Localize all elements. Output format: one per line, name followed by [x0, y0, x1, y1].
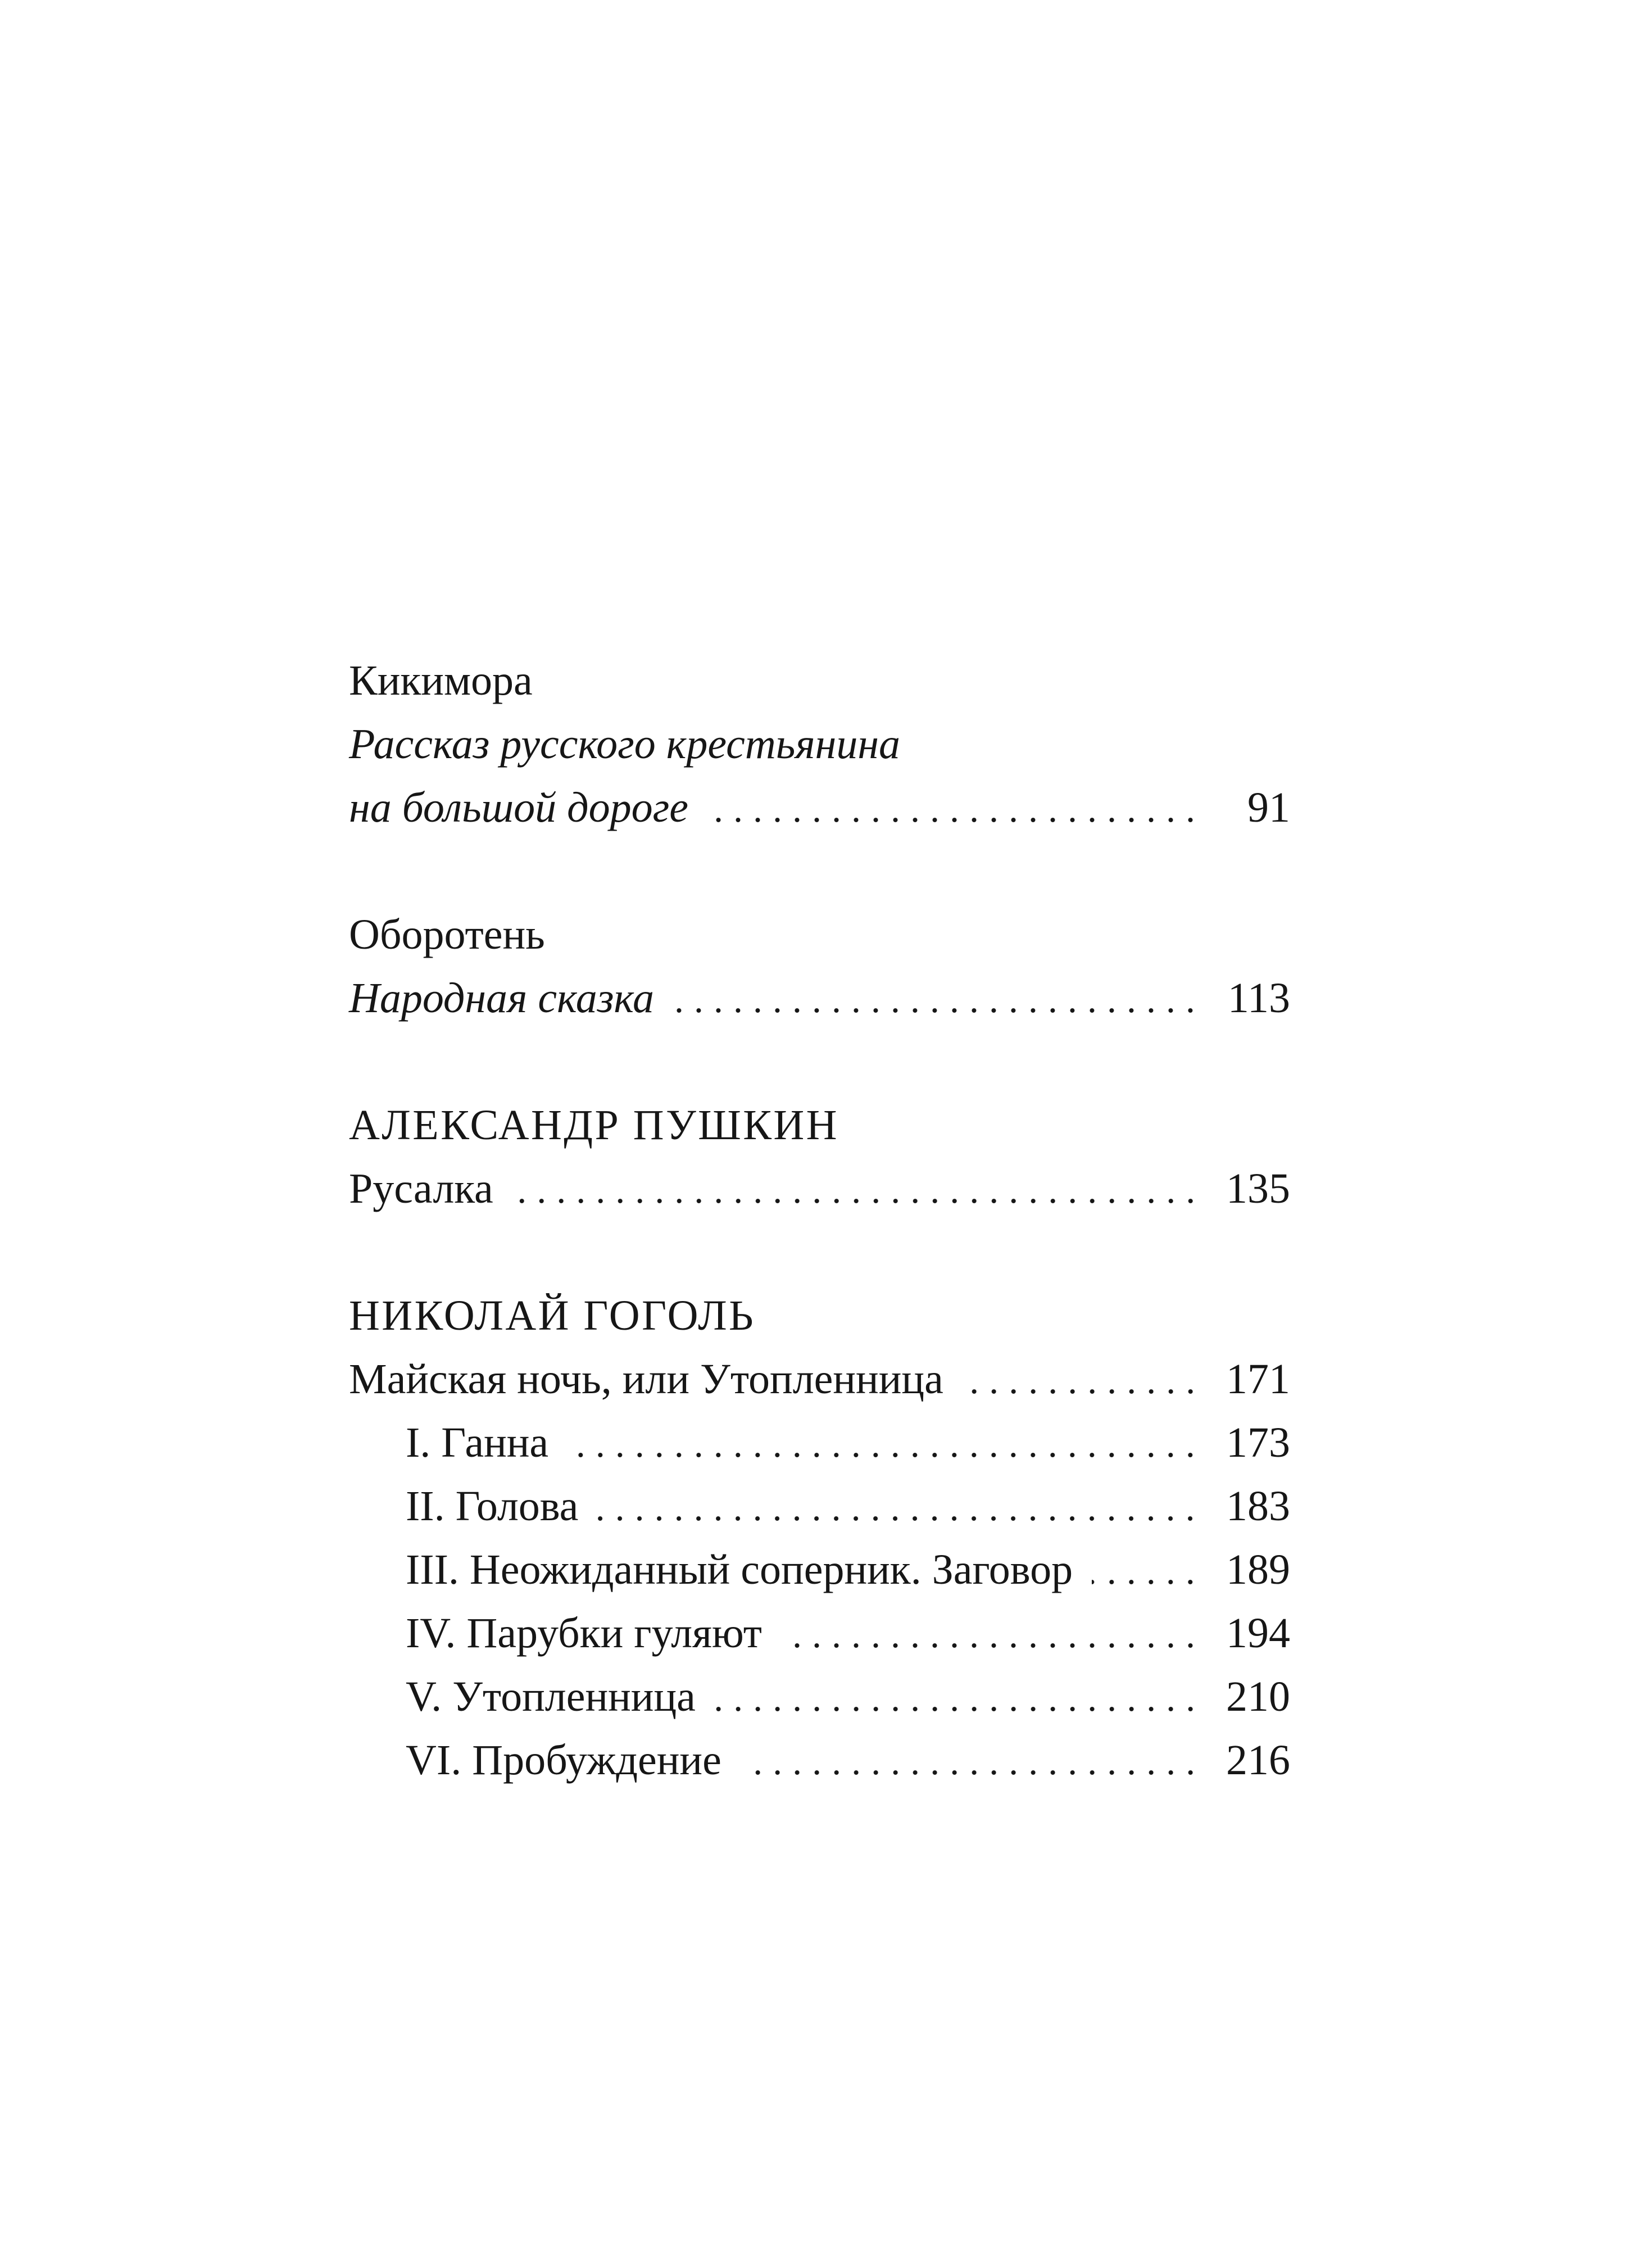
page-number: 216 — [1226, 1737, 1290, 1784]
story-subtitle: Народная сказка — [349, 975, 655, 1022]
chapter-entry-line — [349, 1665, 1290, 1729]
story-subtitle: Рассказ русского крестьянина — [349, 720, 901, 768]
chapter-title: I. Ганна — [406, 1419, 549, 1466]
page-number: 189 — [1226, 1546, 1290, 1593]
toc-entry-line — [349, 1348, 1290, 1411]
story-title: Кикимора — [349, 657, 533, 704]
page-number: 194 — [1226, 1610, 1290, 1657]
page-number: 113 — [1227, 975, 1290, 1022]
toc-entry-subtitle-line — [349, 967, 1290, 1030]
chapter-entry-line — [349, 1602, 1290, 1665]
section-spacer — [349, 1221, 1290, 1284]
dot-leader — [715, 1665, 1200, 1729]
author-heading-line — [349, 1094, 1290, 1157]
chapter-title: III. Неожиданный соперник. Заговор — [406, 1546, 1073, 1593]
author-name: АЛЕКСАНДР ПУШКИН — [349, 1102, 839, 1149]
chapter-title: VI. Пробуждение — [406, 1737, 721, 1784]
chapter-entry-line — [349, 1729, 1290, 1792]
toc-entry-line — [349, 1157, 1290, 1221]
toc-entry-subtitle-line — [349, 713, 1290, 776]
page-number: 135 — [1226, 1165, 1290, 1212]
author-heading-line — [349, 1284, 1290, 1348]
page-number: 183 — [1226, 1483, 1290, 1530]
dot-leader — [512, 1157, 1200, 1221]
dot-leader — [1092, 1538, 1200, 1602]
toc-entry-title-line — [349, 649, 1290, 713]
page-number: 210 — [1226, 1673, 1290, 1720]
section-spacer — [349, 840, 1290, 903]
story-subtitle: на большой дороге — [349, 784, 688, 831]
page-number: 171 — [1226, 1356, 1290, 1403]
dot-leader — [741, 1729, 1200, 1792]
table-of-contents — [349, 649, 1290, 1792]
chapter-entry-line — [349, 1475, 1290, 1538]
toc-entry-subtitle-line — [349, 776, 1290, 840]
dot-leader — [707, 776, 1200, 840]
story-title: Оборотень — [349, 911, 545, 958]
toc-entry-title-line — [349, 903, 1290, 967]
chapter-entry-line — [349, 1538, 1290, 1602]
dot-leader — [597, 1475, 1200, 1538]
dot-leader — [568, 1411, 1200, 1475]
chapter-entry-line — [349, 1411, 1290, 1475]
section-spacer — [349, 1030, 1290, 1094]
page-number: 91 — [1247, 784, 1290, 831]
chapter-title: IV. Парубки гуляют — [406, 1610, 762, 1657]
dot-leader — [963, 1348, 1200, 1411]
work-title: Русалка — [349, 1165, 493, 1212]
dot-leader — [781, 1602, 1200, 1665]
work-title: Майская ночь, или Утопленница — [349, 1356, 943, 1403]
chapter-title: V. Утопленница — [406, 1673, 696, 1720]
chapter-title: II. Голова — [406, 1483, 579, 1530]
page-number: 173 — [1226, 1419, 1290, 1466]
dot-leader — [673, 967, 1200, 1030]
author-name: НИКОЛАЙ ГОГОЛЬ — [349, 1292, 756, 1339]
